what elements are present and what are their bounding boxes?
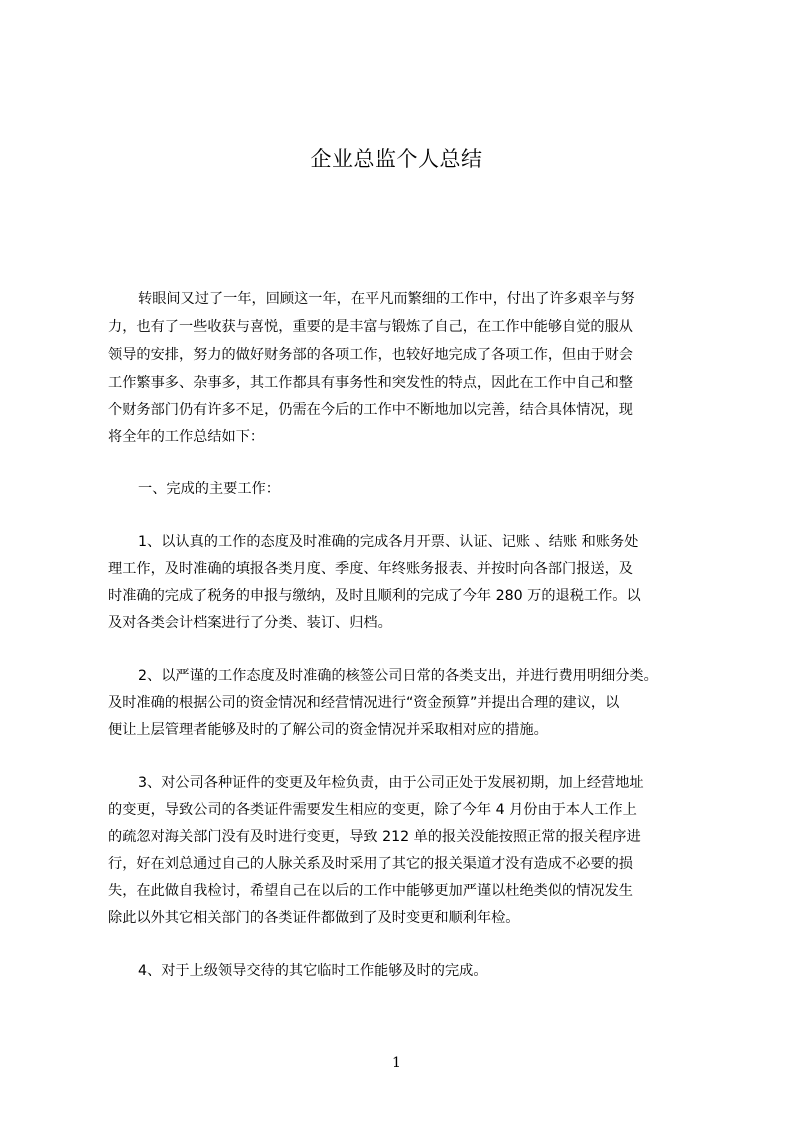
paragraph-line: 的变更，导致公司的各类证件需要发生相应的变更，除了今年 4 月份由于本人工作上 [108, 802, 637, 818]
paragraph-line: 行，好在刘总通过自己的人脉关系及时采用了其它的报关渠道才没有造成不必要的损 [108, 856, 633, 872]
paragraph-line: 个财务部门仍有许多不足，仍需在今后的工作中不断地加以完善，结合具体情况，现 [108, 402, 633, 418]
paragraph-line: 除此以外其它相关部门的各类证件都做到了及时变更和顺利年检。 [108, 910, 520, 926]
page-number: 1 [392, 1055, 401, 1071]
paragraph-line: 转眼间又过了一年，回顾这一年，在平凡而繁细的工作中，付出了许多艰辛与努 [138, 291, 635, 307]
document-title: 企业总监个人总结 [310, 147, 483, 171]
paragraph-line: 2、以严谨的工作态度及时准确的核签公司日常的各类支出，并进行费用明细分类。 [138, 668, 658, 684]
paragraph-line: 工作繁事多、杂事多，其工作都具有事务性和突发性的特点，因此在工作中自己和整 [108, 375, 633, 391]
section-heading: 一、完成的主要工作： [138, 481, 280, 497]
paragraph-line: 力，也有了一些收获与喜悦，重要的是丰富与锻炼了自己，在工作中能够自觉的服从 [108, 319, 633, 335]
paragraph-line: 1、以认真的工作的态度及时准确的完成各月开票、认证、记账 、结账 和账务处 [138, 534, 639, 550]
paragraph-line: 理工作，及时准确的填报各类月度、季度、年终账务报表、并按时向各部门报送，及 [108, 561, 633, 577]
paragraph-line: 领导的安排，努力的做好财务部的各项工作，也较好地完成了各项工作，但由于财会 [108, 347, 633, 363]
paragraph-line: 及对各类会计档案进行了分类、装订、归档。 [108, 615, 392, 631]
paragraph-line: 时准确的完成了税务的申报与缴纳，及时且顺利的完成了今年 280 万的退税工作。以 [108, 588, 641, 604]
paragraph-line: 将全年的工作总结如下： [108, 429, 265, 445]
paragraph-line: 4、对于上级领导交待的其它临时工作能够及时的完成。 [138, 963, 488, 979]
paragraph-line: 的疏忽对海关部门没有及时进行变更，导致 212 单的报关没能按照正常的报关程序进 [108, 829, 641, 845]
paragraph-line: 失，在此做自我检讨，希望自己在以后的工作中能够更加严谨以杜绝类似的情况发生 [108, 883, 633, 899]
paragraph-line: 3、对公司各种证件的变更及年检负责，由于公司正处于发展初期，加上经营地址 [138, 775, 644, 791]
paragraph-line: 便让上层管理者能够及时的了解公司的资金情况并采取相对应的措施。 [108, 722, 548, 738]
paragraph-line: 及时准确的根据公司的资金情况和经营情况进行“资金预算”并提出合理的建议，以 [108, 695, 620, 711]
